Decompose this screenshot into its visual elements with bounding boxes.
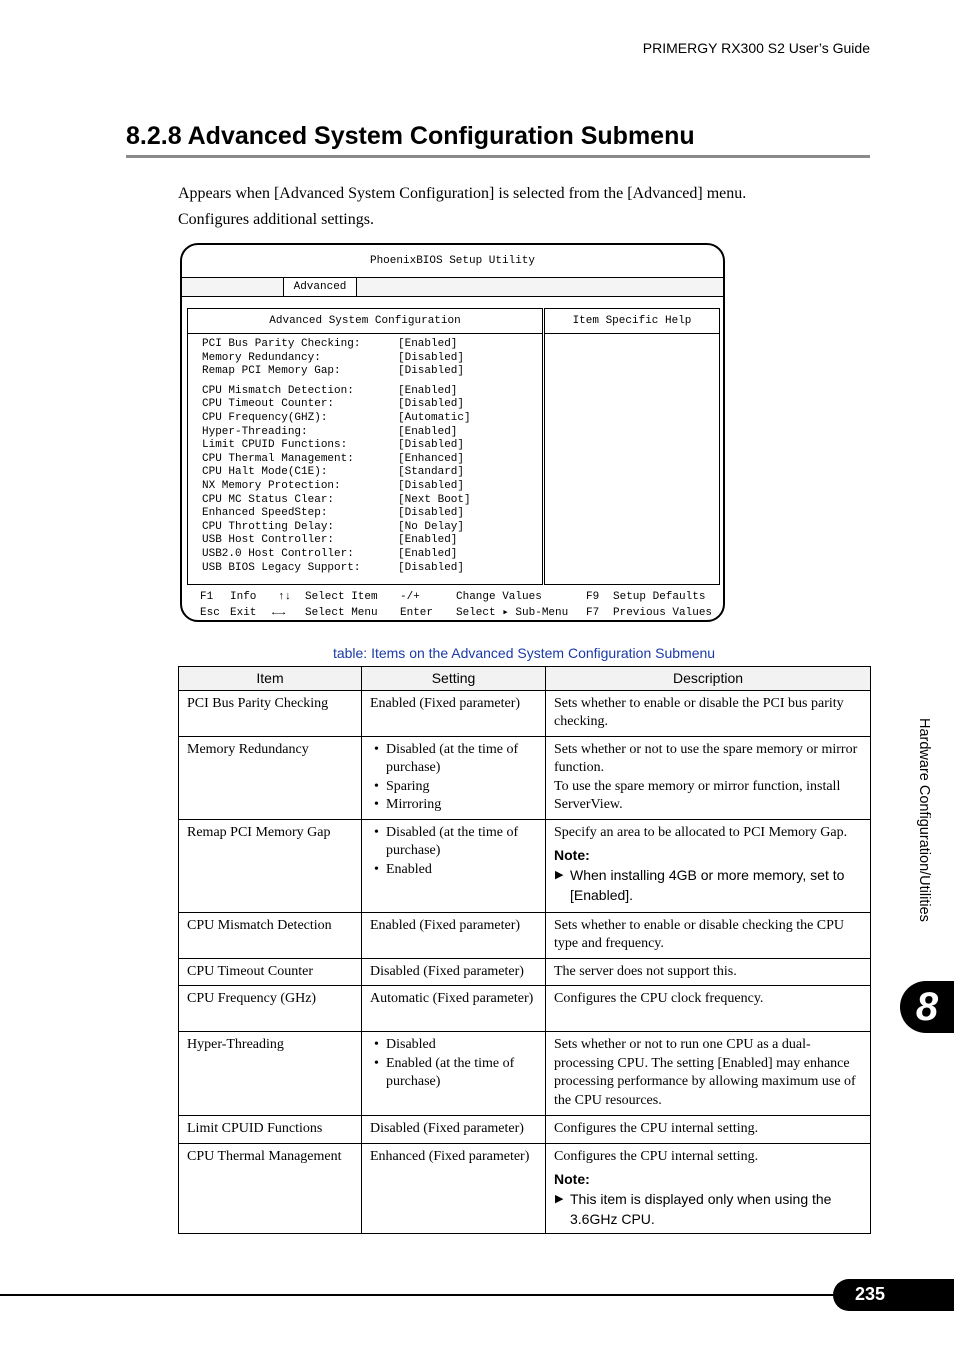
bios-setting-value: [Automatic] (398, 411, 471, 424)
bios-setting-value: [Disabled] (398, 561, 465, 574)
cell-item: CPU Mismatch Detection (179, 912, 362, 958)
bios-setting-value: [Enabled] (398, 384, 458, 397)
guide-title: PRIMERGY RX300 S2 User’s Guide (642, 40, 870, 56)
bios-setting-row (202, 562, 542, 576)
cell-setting: Enabled (Fixed parameter) (362, 690, 546, 736)
cell-description (546, 819, 871, 912)
bios-setting-value: [Disabled] (398, 398, 465, 411)
cell-setting: Disabled (Fixed parameter) (362, 958, 546, 986)
updown-arrows-icon: ↑↓ (278, 591, 292, 603)
setting-list (370, 824, 537, 880)
bios-setting-label: USB Host Controller: (202, 534, 335, 547)
page-number: 235 (833, 1279, 954, 1311)
note-body (554, 865, 862, 905)
table-row (179, 986, 871, 1032)
list-item: • Disabled (386, 1036, 537, 1055)
bios-key-select-menu: Select Menu (305, 607, 378, 619)
bios-setting-value: [No Delay] (398, 520, 465, 533)
bios-setting-label: Remap PCI Memory Gap: (202, 365, 341, 378)
bios-setting-label: CPU Halt Mode(C1E): (202, 466, 328, 479)
bios-menubar (182, 277, 723, 297)
note-body (554, 1189, 862, 1229)
bios-setting-row (202, 453, 542, 467)
cell-description (546, 1143, 871, 1233)
bios-setting-label: CPU Throtting Delay: (202, 520, 335, 533)
cell-setting: Enhanced (Fixed parameter) (362, 1143, 546, 1233)
chapter-side-label: Hardware Configuration/Utilities (916, 718, 932, 922)
cell-setting (362, 1032, 546, 1116)
bios-setting-value: [Enhanced] (398, 452, 465, 465)
bios-help-panel (544, 308, 720, 585)
bios-setting-row (202, 338, 542, 352)
table-row (179, 958, 871, 986)
cell-setting: Disabled (Fixed parameter) (362, 1116, 546, 1144)
bios-setting-label: CPU Mismatch Detection: (202, 384, 354, 397)
bios-setting-label: USB2.0 Host Controller: (202, 547, 354, 560)
cell-description: Sets whether or not to run one CPU as a dual-processing CPU. The setting [Enabled] may enhance processing performance by allowing maximum use of the CPU resources. (546, 1032, 871, 1116)
bios-setting-row (202, 480, 542, 494)
cell-setting (362, 819, 546, 912)
bios-setting-value: [Next Boot] (398, 493, 471, 506)
setting-list (370, 1036, 537, 1092)
list-item: • Sparing (386, 778, 537, 797)
bios-key-f7: F7 (586, 607, 600, 619)
cell-item: Limit CPUID Functions (179, 1116, 362, 1144)
bios-main-panel (187, 308, 543, 585)
cell-item: Memory Redundancy (179, 736, 362, 819)
note-text: This item is displayed only when using the 3.6GHz CPU. (570, 1190, 832, 1227)
bios-setting-value: [Enabled] (398, 534, 458, 547)
bios-setting-value: [Enabled] (398, 338, 458, 350)
bios-setting-value: [Enabled] (398, 425, 458, 438)
description-text: Sets whether or not to use the spare memory or mirror function. (554, 741, 858, 775)
bios-setting-row (202, 412, 542, 426)
bios-setting-label: CPU Timeout Counter: (202, 398, 335, 411)
leftright-arrows-icon: ←→ (272, 607, 286, 619)
cell-description: Configures the CPU internal setting. (546, 1116, 871, 1144)
header-description: Description (546, 667, 871, 691)
table-row (179, 1032, 871, 1116)
table-row (179, 1116, 871, 1144)
bios-setting-row (202, 426, 542, 440)
table-row (179, 1143, 871, 1233)
table-header-row (179, 667, 871, 691)
bios-key-enter: Enter (400, 607, 434, 619)
bios-setting-label: CPU MC Status Clear: (202, 493, 335, 506)
bios-setting-label: CPU Frequency(GHZ): (202, 411, 328, 424)
bios-key-select-item: Select Item (305, 591, 378, 603)
table-caption: table: Items on the Advanced System Configuration Submenu (332, 645, 716, 661)
list-item: • Enabled (at the time of purchase) (386, 1055, 537, 1092)
footer-rule (0, 1294, 954, 1296)
note-text: When installing 4GB or more memory, set to [Enabled]. (570, 866, 845, 903)
cell-item: CPU Thermal Management (179, 1143, 362, 1233)
bios-key-f9: F9 (586, 591, 600, 603)
description-text-2: To use the spare memory or mirror function, install ServerView. (554, 778, 841, 812)
cell-item: Remap PCI Memory Gap (179, 819, 362, 912)
note-title: Note: (554, 1171, 590, 1187)
triangle-right-icon: ▶ (555, 868, 564, 881)
table-row (179, 912, 871, 958)
cell-description: Sets whether to enable or disable the PCI bus parity checking. (546, 690, 871, 736)
bios-key-previous-values: Previous Values (613, 607, 713, 619)
bios-help-header: Item Specific Help (545, 309, 719, 334)
bios-setting-value: [Standard] (398, 466, 465, 479)
cell-item: Hyper-Threading (179, 1032, 362, 1116)
bios-key-minus-plus: -/+ (400, 591, 420, 603)
bios-screen (180, 243, 725, 622)
bios-setting-label: Enhanced SpeedStep: (202, 507, 328, 520)
description-text: Specify an area to be allocated to PCI Memory Gap. (554, 824, 848, 840)
note-title: Note: (554, 847, 590, 863)
header-item: Item (179, 667, 362, 691)
bios-setting-label: Hyper-Threading: (202, 425, 308, 438)
bios-setting-row (202, 521, 542, 535)
bios-settings-list (188, 334, 542, 575)
intro-line-1: Appears when [Advanced System Configuration] is selected from the [Advanced] menu. (178, 185, 747, 202)
triangle-right-icon: ▶ (555, 1192, 564, 1205)
intro-line-2: Configures additional settings. (178, 211, 374, 228)
table-row (179, 819, 871, 912)
cell-setting: Enabled (Fixed parameter) (362, 912, 546, 958)
bios-setting-row (202, 352, 542, 366)
bios-key-change-values: Change Values (456, 591, 542, 603)
table-row (179, 690, 871, 736)
bios-setting-row (202, 466, 542, 480)
bios-setting-label: PCI Bus Parity Checking: (202, 338, 361, 350)
cell-item: CPU Frequency (GHz) (179, 986, 362, 1032)
bios-setting-row (202, 398, 542, 412)
cell-description (546, 736, 871, 819)
bios-key-exit: Exit (230, 607, 257, 619)
cell-item: PCI Bus Parity Checking (179, 690, 362, 736)
setting-list (370, 741, 537, 815)
bios-tab-advanced: Advanced (283, 277, 357, 297)
bios-setting-label: NX Memory Protection: (202, 479, 341, 492)
cell-item: CPU Timeout Counter (179, 958, 362, 986)
bios-setting-row (202, 494, 542, 508)
cell-description: The server does not support this. (546, 958, 871, 986)
header-setting: Setting (362, 667, 546, 691)
bios-setting-label: CPU Thermal Management: (202, 452, 354, 465)
chapter-number-tab: 8 (900, 981, 954, 1033)
bios-setting-row (202, 534, 542, 548)
bios-setting-row (202, 365, 542, 379)
list-item: • Enabled (386, 861, 537, 880)
description-text: Configures the CPU internal setting. (554, 1148, 759, 1164)
cell-description: Sets whether to enable or disable checking the CPU type and frequency. (546, 912, 871, 958)
bios-setting-label: USB BIOS Legacy Support: (202, 561, 361, 574)
bios-setting-label: Limit CPUID Functions: (202, 439, 348, 452)
bios-setting-row (202, 507, 542, 521)
list-item: • Disabled (at the time of purchase) (386, 824, 537, 861)
list-item: • Mirroring (386, 796, 537, 815)
cell-description: Configures the CPU clock frequency. (546, 986, 871, 1032)
bios-setting-row (202, 548, 542, 562)
bios-key-select-submenu: Select ▸ Sub-Menu (456, 607, 569, 619)
bios-setting-value: [Disabled] (398, 351, 465, 364)
items-table (178, 666, 871, 1234)
bios-setting-row (202, 439, 542, 453)
bios-main-header: Advanced System Configuration (188, 309, 542, 334)
bios-key-f1: F1 (200, 591, 214, 603)
section-title: 8.2.8 Advanced System Configuration Submenu (126, 122, 870, 158)
bios-title: PhoenixBIOS Setup Utility (369, 255, 536, 267)
table-row (179, 736, 871, 819)
bios-setting-row (202, 385, 542, 399)
bios-setting-value: [Disabled] (398, 507, 465, 520)
bios-setting-label: Memory Redundancy: (202, 351, 321, 364)
bios-setting-value: [Disabled] (398, 439, 465, 452)
bios-setting-value: [Disabled] (398, 479, 465, 492)
bios-setting-value: [Enabled] (398, 547, 458, 560)
cell-setting: Automatic (Fixed parameter) (362, 986, 546, 1032)
bios-key-info: Info (230, 591, 257, 603)
bios-setting-value: [Disabled] (398, 365, 465, 378)
bios-key-setup-defaults: Setup Defaults (613, 591, 706, 603)
bios-key-esc: Esc (200, 607, 220, 619)
cell-setting (362, 736, 546, 819)
list-item: • Disabled (at the time of purchase) (386, 741, 537, 778)
